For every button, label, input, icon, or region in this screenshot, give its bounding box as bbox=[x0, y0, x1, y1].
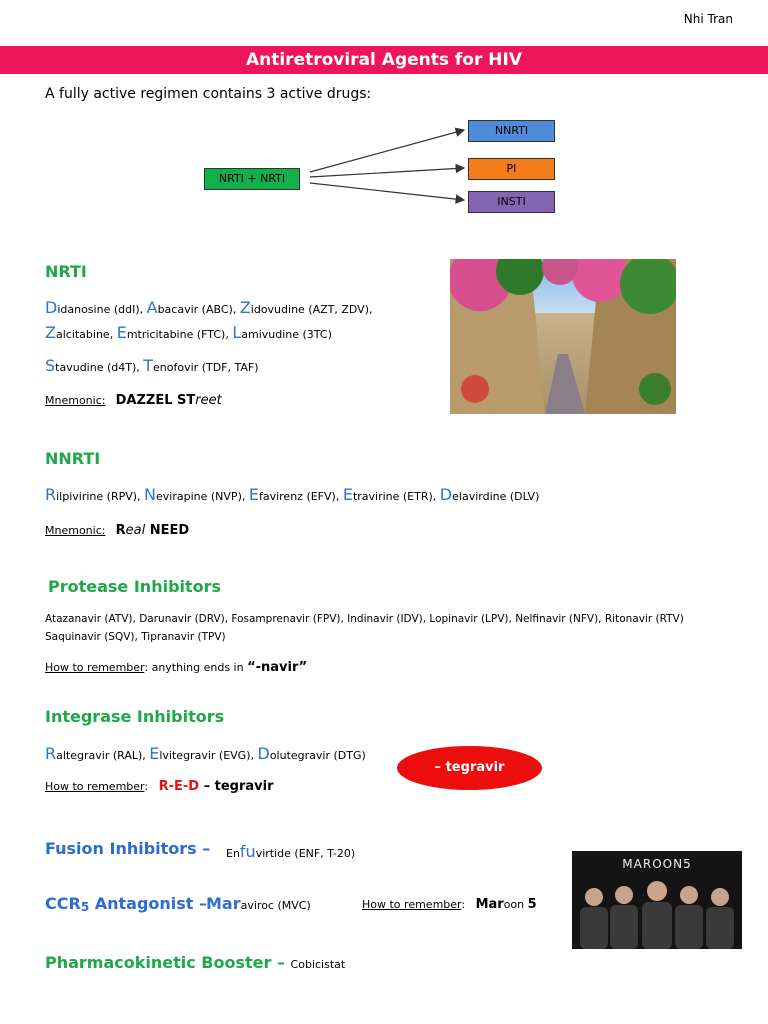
insti-heading: Integrase Inhibitors bbox=[45, 707, 225, 726]
nrti-heading: NRTI bbox=[45, 262, 87, 281]
nrti-mnemonic: Mnemonic: DAZZEL STreet bbox=[45, 393, 222, 408]
street-photo bbox=[450, 259, 676, 414]
arrow-to-insti bbox=[310, 183, 464, 200]
box-insti: INSTI bbox=[468, 191, 555, 213]
pi-line-2: Saquinavir (SQV), Tipranavir (TPV) bbox=[45, 631, 226, 643]
tegravir-oval: – tegravir bbox=[397, 746, 542, 790]
author-name: Nhi Tran bbox=[683, 12, 733, 26]
pi-line-1: Atazanavir (ATV), Darunavir (DRV), Fosamprenavir (FPV), Indinavir (IDV), Lopinavir (LPV), Nelfinavir (NFV), Ritonavir (RTV) bbox=[45, 613, 684, 625]
intro-text: A fully active regimen contains 3 active drugs: bbox=[45, 86, 372, 102]
pi-remember: How to remember: anything ends in “-navir” bbox=[45, 660, 308, 675]
nrti-line-1: Didanosine (ddI), Abacavir (ABC), Zidovudine (AZT, ZDV), bbox=[45, 298, 373, 317]
fusion-drug: Enfuvirtide (ENF, T-20) bbox=[226, 842, 356, 861]
insti-line-1: Raltegravir (RAL), Elvitegravir (EVG), Dolutegravir (DTG) bbox=[45, 744, 366, 763]
nrti-line-3: Stavudine (d4T), Tenofovir (TDF, TAF) bbox=[45, 356, 259, 375]
nnrti-heading: NNRTI bbox=[45, 449, 101, 468]
nnrti-mnemonic: Mnemonic: Real NEED bbox=[45, 523, 190, 538]
box-nnrti: NNRTI bbox=[468, 120, 555, 142]
ccr5-remember: How to remember: Maroon 5 bbox=[362, 897, 537, 912]
band-photo-caption: MAROON5 bbox=[622, 857, 692, 871]
box-nrti-nrti: NRTI + NRTI bbox=[204, 168, 300, 190]
ccr5-heading: CCR5 Antagonist – bbox=[45, 894, 208, 914]
ccr5-drug: Maraviroc (MVC) bbox=[206, 894, 311, 913]
booster-drug: Cobicistat bbox=[290, 958, 346, 971]
fusion-heading: Fusion Inhibitors – bbox=[45, 839, 211, 858]
band-photo bbox=[572, 851, 742, 949]
booster-heading: Pharmacokinetic Booster – Cobicistat bbox=[45, 953, 346, 972]
diagram-arrows bbox=[0, 0, 768, 240]
street-illustration bbox=[450, 259, 676, 414]
arrow-to-nnrti bbox=[310, 130, 464, 172]
page-title: Antiretroviral Agents for HIV bbox=[245, 50, 523, 70]
pi-heading: Protease Inhibitors bbox=[48, 577, 222, 596]
band-silhouettes bbox=[572, 875, 742, 949]
arrow-to-pi bbox=[310, 168, 464, 177]
nrti-line-2: Zalcitabine, Emtricitabine (FTC), Lamivudine (3TC) bbox=[45, 323, 332, 342]
box-pi: PI bbox=[468, 158, 555, 180]
nnrti-line-1: Rilpivirine (RPV), Nevirapine (NVP), Efavirenz (EFV), Etravirine (ETR), Delavirdine (DLV) bbox=[45, 485, 540, 504]
insti-remember: How to remember: R-E-D – tegravir bbox=[45, 779, 274, 794]
